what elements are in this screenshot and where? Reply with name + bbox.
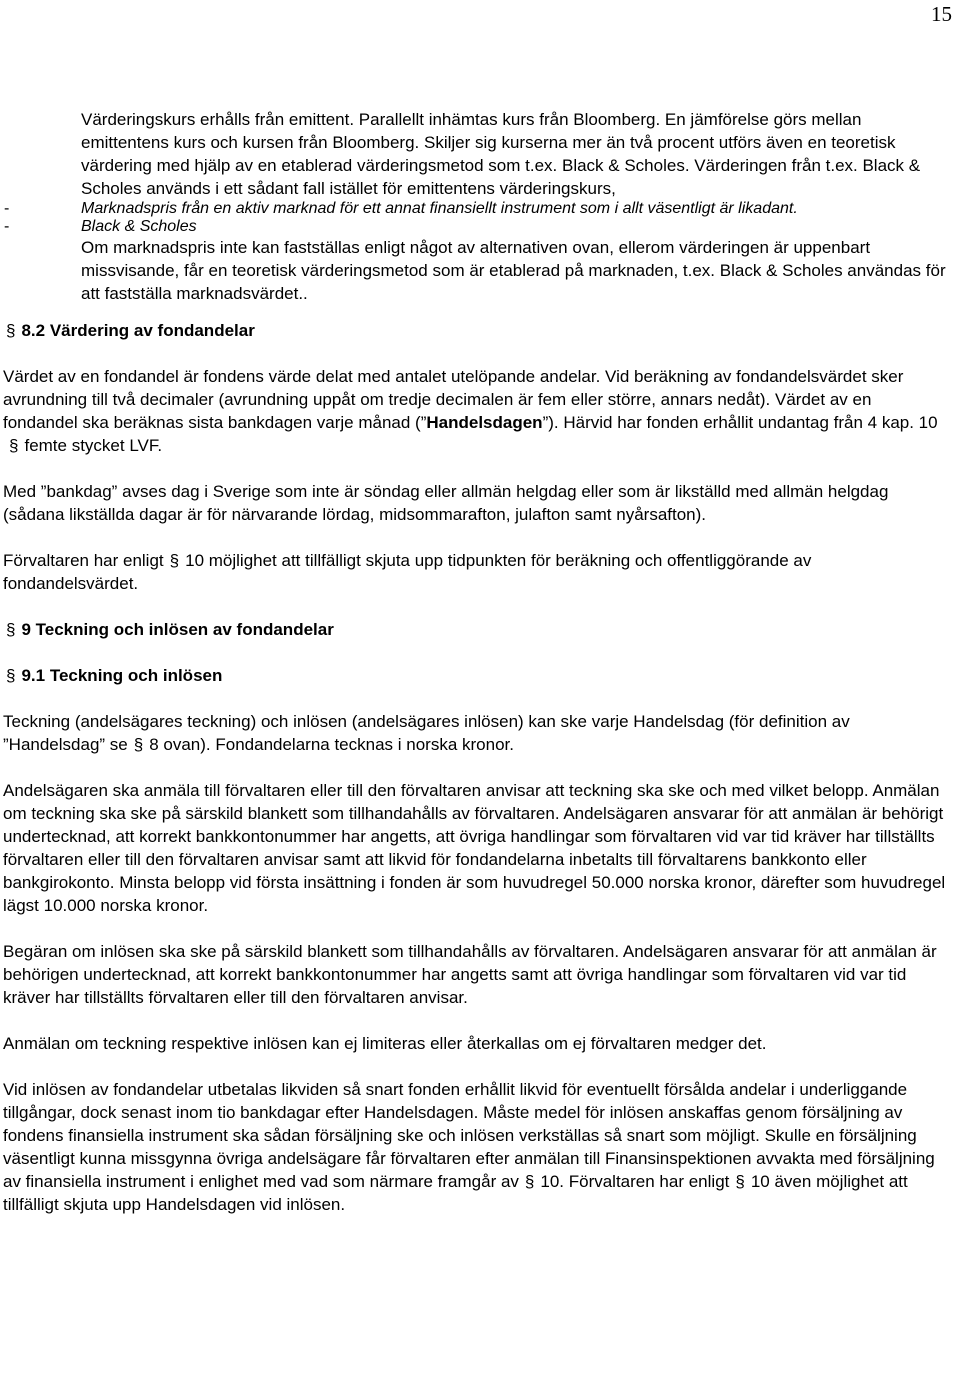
handelsdagen-term: Handelsdagen xyxy=(426,413,543,432)
paragraph-text: 10. Förvaltaren har enligt xyxy=(540,1172,730,1191)
paragraph-text: 10 möjlighet att tillfälligt skjuta upp tidpunkten för beräkning och offentliggörande av fondandelsvärdet. xyxy=(3,551,812,593)
section-symbol: § xyxy=(735,1172,745,1191)
section-heading-text: 8.2 Värdering av fondandelar xyxy=(21,321,255,340)
bullet-dash: - xyxy=(4,218,10,235)
section-symbol: § xyxy=(133,735,144,754)
paragraph-text: Teckning (andelsägares teckning) och inlösen (andelsägares inlösen) kan ske varje Handelsdag (för definition av ”Handelsdag” se xyxy=(3,712,850,754)
valuation-intro-paragraph: Värderingskurs erhålls från emittent. Parallellt inhämtas kurs från Bloomberg. En jämförelse görs mellan emittentens kurs och kursen från Bloomberg. Skiljer sig kurserna mer än två procent utförs även en teoretisk värdering med hjälp av en etablerad värderingsmetod som t.ex. Black & Scholes. Värderingen från t.ex. Black & Scholes används i ett sådant fall istället för emittentens värderingskurs, xyxy=(81,110,921,198)
paragraph-text: Förvaltaren har enligt xyxy=(3,551,164,570)
paragraph-text: Värdet av en fondandel är fondens värde delat med antalet utelöpande andelar. Vid beräkning av fondandelsvärdet sker avrundning till två decimaler (avrundning uppåt om tredje decimalen är fem eller större, annars nedåt). Värdet av en fondandel ska beräknas sista bankdagen varje månad (” xyxy=(3,367,904,432)
fund-unit-value-paragraph xyxy=(0,365,950,457)
bullet-text: Marknadspris från en aktiv marknad för ett annat finansiellt instrument som i allt väsentligt är likadant. xyxy=(81,200,798,217)
section-symbol: § xyxy=(9,436,19,455)
paragraph-text: ”). Härvid har fonden erhållit undantag från 4 kap. 10 xyxy=(542,413,938,432)
no-limit-paragraph: Anmälan om teckning respektive inlösen kan ej limiteras eller återkallas om ej förvaltaren medger det. xyxy=(3,1034,767,1053)
bullet-followup-paragraph: Om marknadspris inte kan fastställas enligt något av alternativen ovan, ellerom värderingen är uppenbart missvisande, får en teoretisk värderingsmetod som är etablerad på marknaden, t.ex. Black & Scholes användas för att fastställa marknadsvärdet.. xyxy=(81,238,946,303)
section-symbol: § xyxy=(169,551,180,570)
redemption-payment-paragraph xyxy=(0,1078,950,1216)
bullet-item xyxy=(0,200,950,218)
section-symbol: § xyxy=(524,1172,535,1191)
document-body xyxy=(0,108,950,1216)
paragraph-text: femte stycket LVF. xyxy=(24,436,163,455)
bullet-text: Black & Scholes xyxy=(81,218,197,235)
section-heading-text: 9.1 Teckning och inlösen xyxy=(21,666,223,685)
paragraph-text: Vid inlösen av fondandelar utbetalas likviden så snart fonden erhållit likvid för eventuellt försålda andelar i underliggande tillgångar, dock senast inom tio bankdagar efter Handelsdagen. Måste medel för inlösen anskaffas genom försäljning av fondens finansiella instrument ska sådan försäljning ske och inlösen verkställas så snart som möjligt. Skulle en försäljning väsentligt kunna missgynna övriga andelsägare får förvaltaren efter anmälan till Finansinspektionen avvakta med försäljning av finansiella instrument i enlighet med vad som närmare framgår av xyxy=(3,1080,935,1191)
paragraph-text: 10 även möjlighet att tillfälligt skjuta upp Handelsdagen vid inlösen. xyxy=(3,1172,908,1214)
postponement-paragraph xyxy=(0,549,950,595)
bullet-item xyxy=(0,218,950,236)
section-heading-9 xyxy=(0,618,950,641)
section-symbol: § xyxy=(6,321,16,340)
section-symbol: § xyxy=(6,666,16,685)
bullet-dash: - xyxy=(4,200,10,217)
bankdag-paragraph: Med ”bankdag” avses dag i Sverige som inte är söndag eller allmän helgdag eller som är likställd med allmän helgdag (sådana likställda dagar är för närvarande lördag, midsommarafton, julafton samt nyårsafton). xyxy=(3,482,889,524)
section-symbol: § xyxy=(6,620,16,639)
subscription-notice-paragraph: Andelsägaren ska anmäla till förvaltaren eller till den förvaltaren anvisar att teckning ska ske och med vilket belopp. Anmälan om teckning ska ske på särskild blankett som tillhandahålls av förvaltaren. Andelsägaren ansvarar för att anmälan är behörigt undertecknad, att korrekt bankkontonummer har angetts, att övriga handlingar som förvaltaren vid var tid kräver har tillställts förvaltaren eller till den förvaltaren anvisar samt att likvid för fondandelarna inbetalts till förvaltarens bankkonto eller bankgirokonto. Minsta belopp vid första insättning i fonden är som huvudregel 50.000 norska kronor, därefter som huvudregel lägst 10.000 norska kronor. xyxy=(3,781,946,915)
page-number: 15 xyxy=(931,2,952,26)
section-heading-8-2 xyxy=(0,319,950,342)
section-heading-9-1 xyxy=(0,664,950,687)
section-heading-text: 9 Teckning och inlösen av fondandelar xyxy=(21,620,334,639)
paragraph-text: 8 ovan). Fondandelarna tecknas i norska kronor. xyxy=(149,735,514,754)
redemption-request-paragraph: Begäran om inlösen ska ske på särskild blankett som tillhandahålls av förvaltaren. Andelsägaren ansvarar för att anmälan är behörigen undertecknad, att korrekt bankkontonummer har angetts samt att övriga handlingar som förvaltaren vid var tid kräver har tillställts förvaltaren eller till den förvaltaren anvisar. xyxy=(3,942,937,1007)
subscription-redemption-paragraph xyxy=(0,710,950,756)
